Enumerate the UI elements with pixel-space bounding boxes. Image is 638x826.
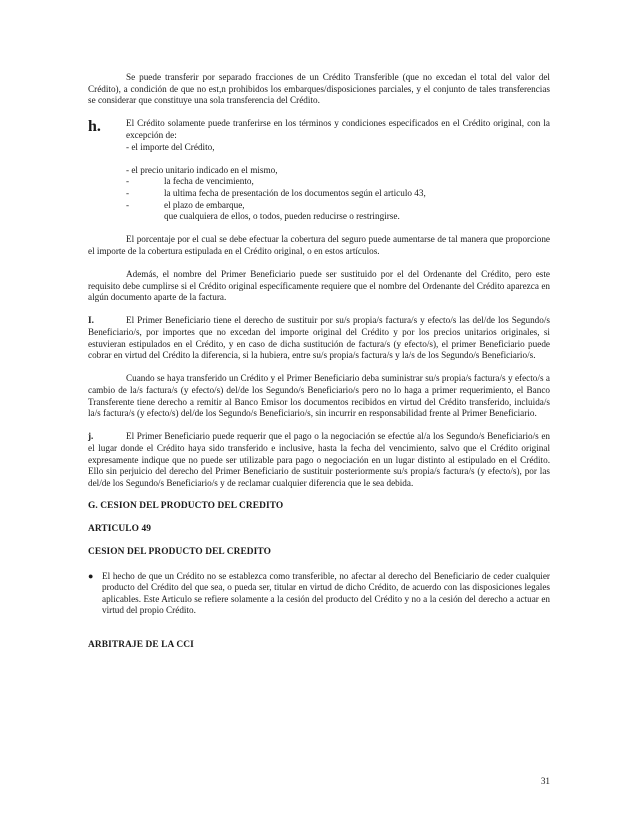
section-h (88, 118, 550, 141)
page-number: 31 (540, 776, 550, 786)
section-j-label: j. (88, 431, 94, 442)
paragraph-cuando: Cuando se haya transferido un Crédito y el Primer Beneficiario deba suministrar su/s propia/s factura/s y efecto/s a cambio de la/s factura/s (y efecto/s) del/de los Segundo/s Beneficiario/s pero no lo haga a primer requerimiento, el Banco Transferente tiene derecho a remitir al Banco Emisor los documentos recibidos en virtud del Crédito transferido, incluida/s la/s factura/s (y efecto/s) del/de los Segundo/s Beneficiario/s, sin incurrir en responsabilidad frente al Primer Beneficiario. (88, 373, 550, 419)
section-j (88, 431, 550, 489)
heading-articulo: ARTICULO 49 (88, 524, 152, 535)
paragraph-fracciones: Se puede transferir por separado fracciones de un Crédito Transferible (que no excedan el total del valor del Crédito), a condición de que no est,n prohibidos los embarques/disposiciones parciales, y el conjunto de tales transferencias se considerar que constituye una sola transferencia del Crédito. (88, 72, 550, 106)
heading-arbitraje: ARBITRAJE DE LA CCI (88, 640, 194, 651)
section-h-text: El Crédito solamente puede tranferirse en los términos y condiciones especificados en el Crédito original, con la excepción de: (126, 118, 550, 140)
document-page (88, 72, 550, 652)
bullet-item (88, 571, 550, 617)
bullet-text: El hecho de que un Crédito no se establezca como transferible, no afectar al derecho del Beneficiario de ceder cualquier producto del Crédito del que sea, o pueda ser, titular en virtud de dicho Crédito, de acuerdo con las disposiciones legales aplicables. Este Articulo se refiere solamente a la cesión del producto del Crédito y no a la cesión del derecho a actuar en virtud del propio Crédito. (102, 570, 550, 616)
paragraph-porcentaje: El porcentaje por el cual se debe efectuar la cobertura del seguro puede aumentarse de tal manera que proporcione el importe de la cobertura estipulada en el Crédito original, o en estos artículos. (88, 234, 550, 256)
bullet-icon: ● (88, 570, 94, 581)
exception-item-importe: - el importe del Crédito, (126, 141, 215, 152)
heading-g: G. CESION DEL PRODUCTO DEL CREDITO (88, 500, 284, 511)
exception-note: que cualquiera de ellos, o todos, pueden reducirse o restringirse. (164, 211, 400, 222)
heading-cesion: CESION DEL PRODUCTO DEL CREDITO (88, 547, 272, 558)
list-item: - el plazo de embarque, (126, 199, 245, 210)
section-h-label: h. (88, 118, 101, 136)
exception-item-precio: - el precio unitario indicado en el mismo, (126, 164, 278, 175)
section-i-text: El Primer Beneficiario tiene el derecho de sustituir por su/s propia/s factura/s y efecto/s las del/de los Segundo/s Beneficiario/s, por importes que no excedan del importe original del Crédito y por los precios unitarios originales, si estuvieran estipulados en el Crédito, y en caso de dicha sustitución de factura/s (y efecto/s), el primer Beneficiario puede cobrar en virtud del Crédito la diferencia, si la hubiera, entre su/s propia/s factura/s y la/s de los Segundo/s Beneficiario/s. (88, 315, 550, 361)
exception-dash-list (88, 176, 550, 211)
list-item: - la fecha de vencimiento, (126, 176, 254, 187)
list-item: - la ultima fecha de presentación de los documentos según el articulo 43, (126, 187, 426, 198)
section-i (88, 315, 550, 361)
section-j-text: El Primer Beneficiario puede requerir que el pago o la negociación se efectúe al/a los Segundo/s Beneficiario/s en el lugar donde el Crédito haya sido transferido e inclusive, hasta la fecha del vencimiento, salvo que el Crédito original expresamente indique que no puede ser utilizable para pago o negociación en un lugar distinto al estipulado en el Crédito. Ello sin perjuicio del derecho del Primer Beneficiario de sustituir posteriormente su/s propia/s factura/s (y efecto/s), por las del/de los Segundo/s Beneficiario/s y de reclamar cualquier diferencia que le sea debida. (88, 431, 550, 488)
section-i-label: I. (88, 315, 94, 326)
paragraph-ademas: Además, el nombre del Primer Beneficiario puede ser sustituido por el del Ordenante del Crédito, pero este requisito debe cumplirse si el Crédito original específicamente requiere que el nombre del Ordenante del Crédito aparezca en algún documento aparte de la factura. (88, 269, 550, 303)
